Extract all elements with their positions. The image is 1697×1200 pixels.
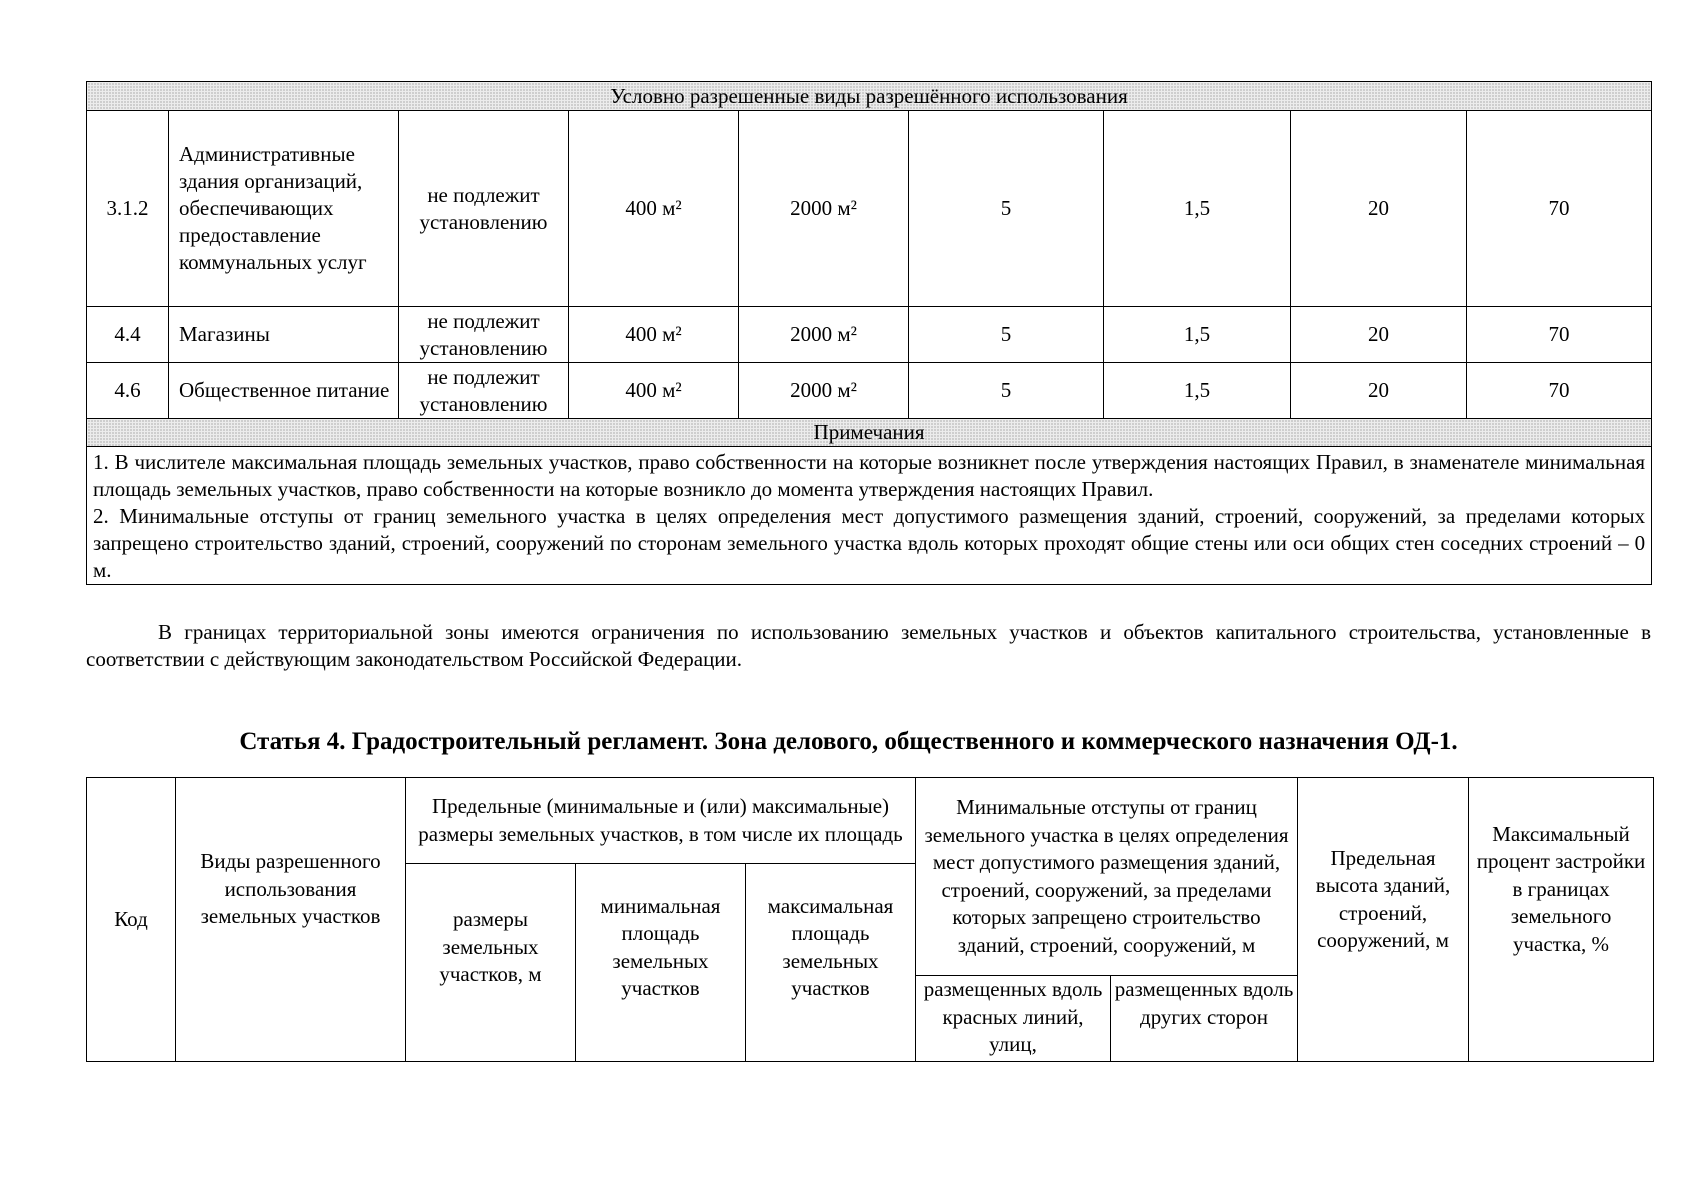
header-min-area: минимальная площадь земельных участков bbox=[576, 864, 746, 1062]
plot-dimensions: не подлежит установлению bbox=[399, 363, 569, 419]
table-row bbox=[87, 363, 1652, 419]
plot-dimensions: не подлежит установлению bbox=[399, 307, 569, 363]
note-item: 1. В числителе максимальная площадь земельных участков, право собственности на которые возникнет после утверждения настоящих Правил, в знаменателе минимальная площадь земельных участков, право собственности на которые возникло до момента утверждения настоящих Правил. bbox=[93, 450, 1646, 501]
notes-title: Примечания bbox=[87, 419, 1652, 447]
setback-red-lines: 5 bbox=[909, 363, 1104, 419]
setback-other-sides: 1,5 bbox=[1104, 307, 1291, 363]
restrictions-paragraph: В границах территориальной зоны имеются ограничения по использованию земельных участков и объектов капитального строительства, установленные в соответствии с действующим законодательством Российской Федерации. bbox=[86, 620, 1651, 671]
min-area: 400 м² bbox=[569, 307, 739, 363]
section-title: Условно разрешенные виды разрешённого использования bbox=[87, 82, 1652, 111]
header-plot-sizes: размеры земельных участков, м bbox=[406, 864, 576, 1062]
max-area: 2000 м² bbox=[739, 307, 909, 363]
use-code: 4.4 bbox=[87, 307, 169, 363]
min-area: 400 м² bbox=[569, 111, 739, 307]
use-code: 4.6 bbox=[87, 363, 169, 419]
setback-red-lines: 5 bbox=[909, 307, 1104, 363]
header-limit-sizes: Предельные (минимальные и (или) максимальные) размеры земельных участков, в том числе их площадь bbox=[406, 778, 916, 864]
header-max-percent: Максимальный процент застройки в границах земельного участка, % bbox=[1469, 778, 1654, 1062]
header-setbacks: Минимальные отступы от границ земельного участка в целях определения мест допустимого размещения зданий, строений, сооружений, за пределами которых запрещено строительство зданий, строений, сооружений, м bbox=[916, 778, 1298, 976]
max-height: 20 bbox=[1291, 363, 1467, 419]
setback-red-lines: 5 bbox=[909, 111, 1104, 307]
header-along-other-sides: размещенных вдоль других сторон bbox=[1111, 976, 1298, 1062]
header-use-types: Виды разрешенного использования земельных участков bbox=[176, 778, 406, 1062]
max-area: 2000 м² bbox=[739, 363, 909, 419]
table-row bbox=[87, 307, 1652, 363]
permitted-use-table bbox=[86, 81, 1652, 585]
header-max-area: максимальная площадь земельных участков bbox=[746, 864, 916, 1062]
max-height: 20 bbox=[1291, 307, 1467, 363]
min-area: 400 м² bbox=[569, 363, 739, 419]
article-heading: Статья 4. Градостроительный регламент. Зона делового, общественного и коммерческого назначения ОД-1. bbox=[239, 728, 1458, 755]
setback-other-sides: 1,5 bbox=[1104, 363, 1291, 419]
use-name: Магазины bbox=[169, 307, 399, 363]
header-along-red-lines: размещенных вдоль красных линий, улиц, bbox=[916, 976, 1111, 1062]
header-max-height: Предельная высота зданий, строений, сооружений, м bbox=[1298, 778, 1469, 1062]
max-area: 2000 м² bbox=[739, 111, 909, 307]
zone-regulation-table bbox=[86, 777, 1654, 1062]
setback-other-sides: 1,5 bbox=[1104, 111, 1291, 307]
use-name: Общественное питание bbox=[169, 363, 399, 419]
plot-dimensions: не подлежит установлению bbox=[399, 111, 569, 307]
max-built-percent: 70 bbox=[1467, 363, 1652, 419]
notes-body bbox=[87, 447, 1652, 585]
max-built-percent: 70 bbox=[1467, 111, 1652, 307]
use-name: Административные здания организаций, обеспечивающих предоставление коммунальных услуг bbox=[169, 111, 399, 307]
note-item: 2. Минимальные отступы от границ земельного участка в целях определения мест допустимого размещения зданий, строений, сооружений, за пределами которых запрещено строительство зданий, строений, сооружений по сторонам земельного участка вдоль которых проходят общие стены или оси общих стен соседних строений – 0 м. bbox=[93, 504, 1646, 582]
table-row bbox=[87, 111, 1652, 307]
max-height: 20 bbox=[1291, 111, 1467, 307]
max-built-percent: 70 bbox=[1467, 307, 1652, 363]
use-code: 3.1.2 bbox=[87, 111, 169, 307]
header-code: Код bbox=[87, 778, 176, 1062]
